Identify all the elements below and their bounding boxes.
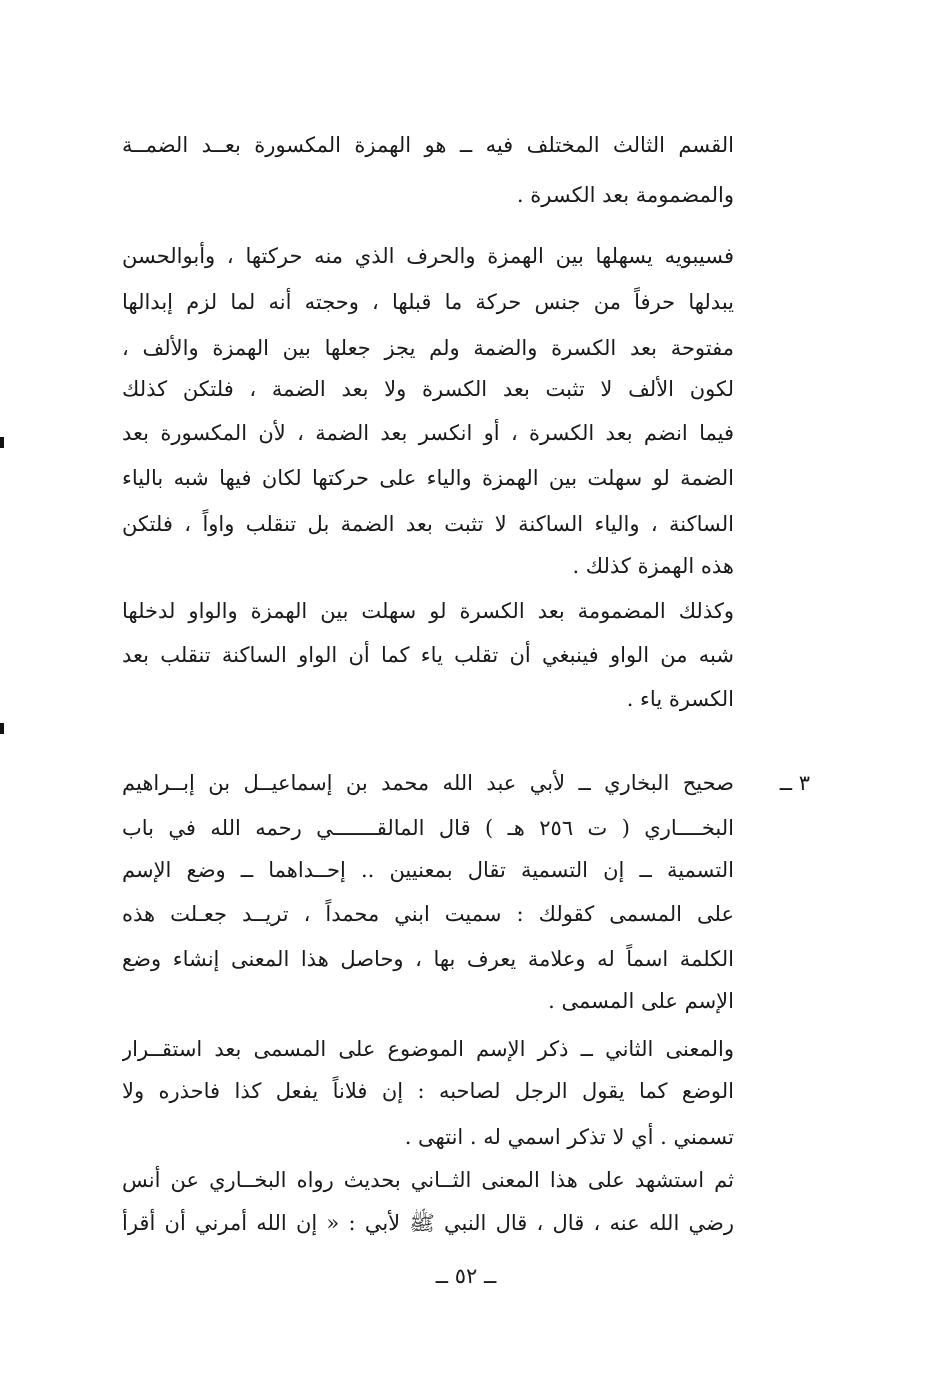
footnote-line: الوضع كما يقول الرجل لصاحبه : إن فلاناً يفعل كذا فاحذره ولا (122, 1079, 734, 1103)
text-line: فيما انضم بعد الكسرة ، أو انكسر بعد الضمة ، لأن المكسورة بعد (122, 421, 734, 445)
page-number: ــ ٥٢ ــ (435, 1264, 497, 1288)
footnote-line: الكلمة اسماً له وعلامة يعرف بها ، وحاصل هذا المعنى إنشاء وضع (122, 947, 734, 971)
footnote-line: التسمية ــ إن التسمية تقال بمعنيين .. إحــداهما ــ وضع الإسم (122, 858, 734, 882)
footnote-line: البخــــاري ( ت ٢٥٦ هـ ) قال المالقـــــــي رحمه الله في باب (122, 816, 734, 840)
text-line: مفتوحة بعد الكسرة والضمة ولم يجز جعلها بين الهمزة والألف ، (122, 336, 734, 360)
text-line: فسيبويه يسهلها بين الهمزة والحرف الذي منه حركتها ، وأبوالحسن (122, 244, 734, 268)
text-line: الكسرة ياء . (626, 687, 734, 711)
footnote-line: تسمني . أي لا تذكر اسمي له . انتهى . (404, 1125, 734, 1149)
footnote-line: والمعنى الثاني ــ ذكر الإسم الموضوع على المسمى بعد استقــرار (122, 1037, 734, 1061)
text-line: هذه الهمزة كذلك . (572, 554, 734, 578)
footnote-line: ثم استشهد على هذا المعنى الثــاني بحديث رواه البخــاري عن أنس (122, 1168, 734, 1192)
text-line: شبه من الواو فينبغي أن تقلب ياء كما أن الواو الساكنة تنقلب بعد (122, 643, 734, 667)
text-line: لكون الألف لا تثبت بعد الكسرة ولا بعد الضمة ، فلتكن كذلك (122, 377, 734, 401)
text-line: الساكنة ، والياء الساكنة لا تثبت بعد الضمة بل تنقلب واواً ، فلتكن (122, 512, 734, 536)
text-line: يبدلها حرفاً من جنس حركة ما قبلها ، وحجته أنه لما لزم إبدالها (122, 290, 734, 314)
footnote-line: رضي الله عنه ، قال ، قال النبي ﷺ لأبي : « إن الله أمرني أن أقرأ (122, 1211, 734, 1235)
scan-mark (0, 437, 4, 448)
footnote-number: ٣ ــ (779, 771, 810, 795)
text-line: القسم الثالث المختلف فيه ــ هو الهمزة المكسورة بعــد الضمــة (122, 133, 734, 157)
text-line: الضمة لو سهلت بين الهمزة والياء على حركتها لكان فيها شبه بالياء (122, 466, 734, 490)
scan-mark (0, 723, 4, 734)
footnote-line: على المسمى كقولك : سميت ابني محمداً ، تريــد جعـلت هذه (122, 902, 734, 926)
footnote-line: الإسم على المسمى . (548, 989, 734, 1013)
footnote-line: صحيح البخاري ــ لأبي عبد الله محمد بن إسماعيــل بن إبــراهيم (122, 771, 734, 795)
text-line: وكذلك المضمومة بعد الكسرة لو سهلت بين الهمزة والواو لدخلها (122, 599, 734, 623)
text-line: والمضمومة بعد الكسرة . (516, 183, 734, 207)
